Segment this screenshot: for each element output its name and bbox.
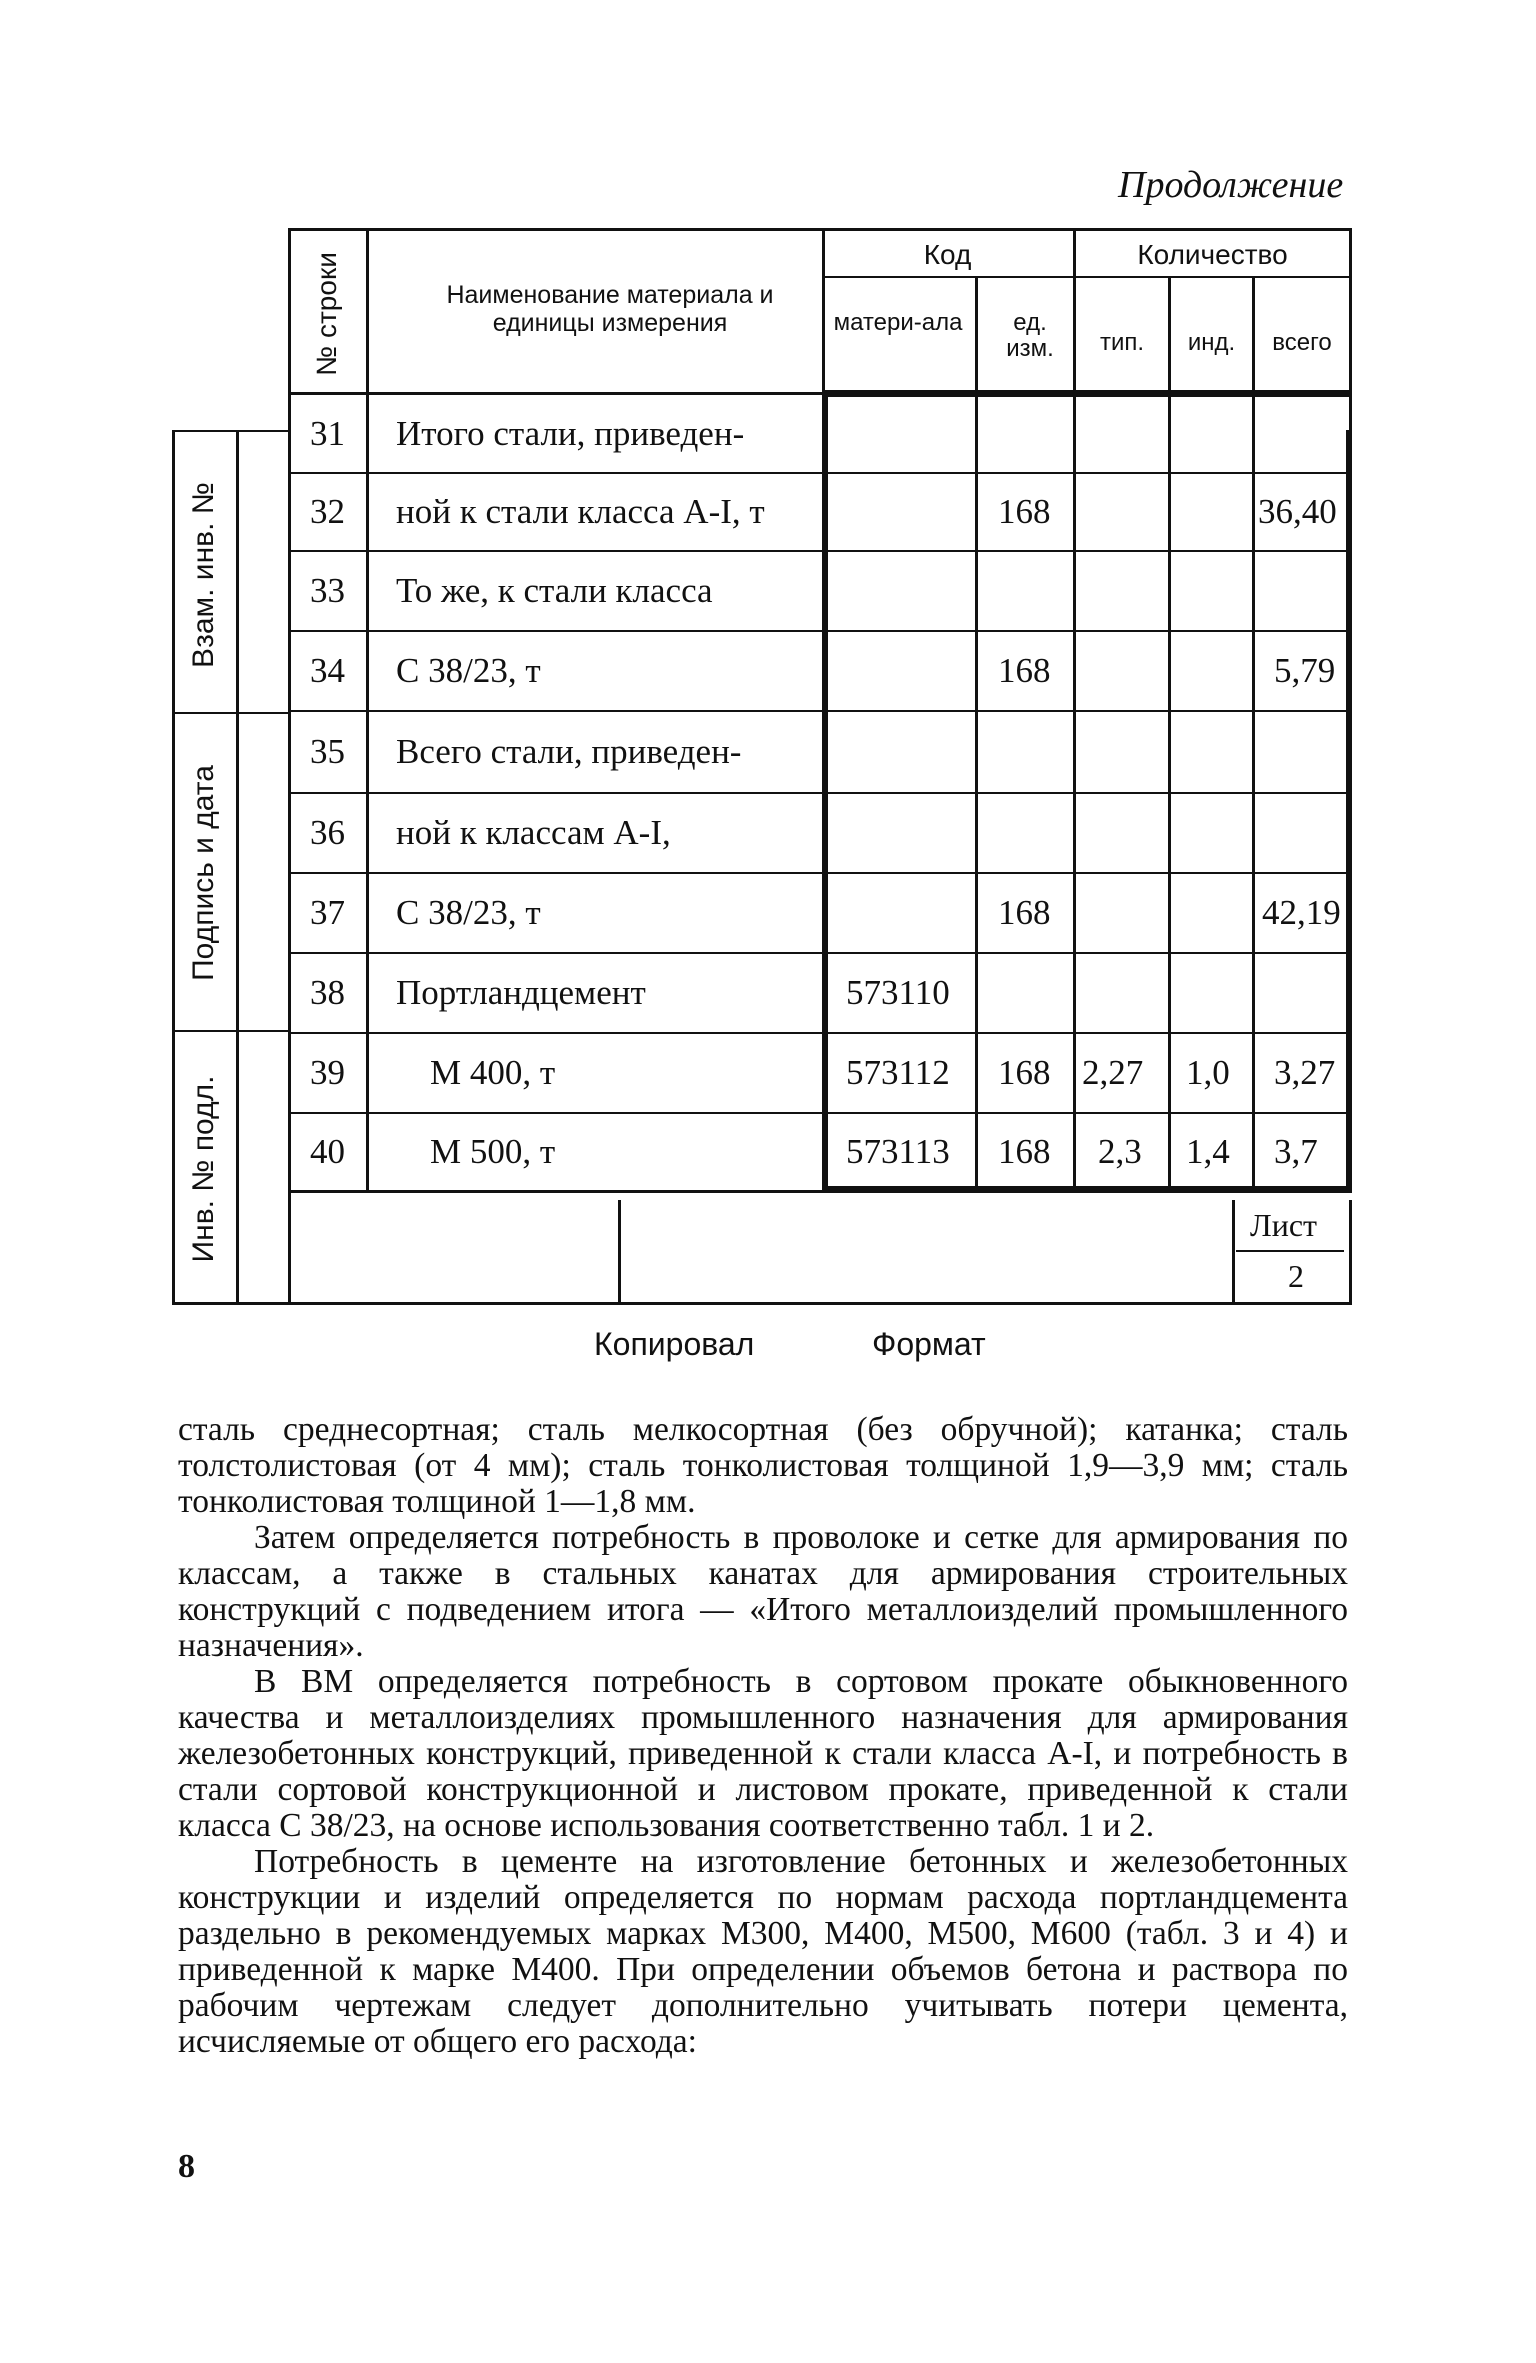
row-no: 33 [310,571,345,610]
row-unit: 168 [998,1053,1051,1092]
row-mat: 573112 [846,1053,950,1092]
header-code: Код [923,239,972,270]
row-name: М 400, т [430,1053,556,1092]
row-ind: 1,4 [1186,1132,1230,1171]
row-name: ной к классам А-I, [396,813,671,852]
row-total: 42,19 [1262,893,1341,932]
row-unit: 168 [998,492,1051,531]
row-no: 34 [310,651,345,690]
side-label-podpis: Подпись и дата [187,765,220,981]
row-no: 38 [310,973,345,1012]
row-no: 39 [310,1053,345,1092]
side-label-zam-inv: Взам. инв. № [187,482,220,668]
row-typ: 2,27 [1082,1053,1144,1092]
row-typ: 2,3 [1098,1132,1142,1171]
header-code-unit: ед. изм. [1006,309,1054,363]
header-q-total: всего [1272,329,1332,356]
row-no: 35 [310,732,345,771]
body-text [178,1412,1348,2060]
row-total: 36,40 [1258,492,1337,531]
row-name: То же, к стали класса [396,571,713,610]
row-no: 37 [310,893,345,932]
row-name: Всего стали, приведен- [396,732,742,771]
row-name: С 38/23, т [396,651,541,690]
page-number: 8 [178,2148,195,2185]
header-row-no: № строки [311,252,342,376]
row-name: С 38/23, т [396,893,541,932]
row-mat: 573110 [846,973,950,1012]
paragraph: сталь среднесортная; сталь мелкосортная (без обручной); катанка; сталь толстолистовая (от 4 мм); сталь тонколистовая толщиной 1,9—3,9 мм; сталь тонколистовая толщиной 1—1,8 мм. [178,1411,1348,1520]
header-quantity: Количество [1137,239,1288,270]
row-unit: 168 [998,893,1051,932]
row-no: 40 [310,1132,345,1171]
row-name: М 500, т [430,1132,556,1171]
row-total: 3,27 [1274,1053,1336,1092]
footer-copied: Копировал [594,1326,755,1362]
row-total: 3,7 [1274,1132,1318,1171]
row-name: Портландцемент [396,973,646,1012]
paragraph: Потребность в цементе на изготовление бетонных и железобетонных конструкции и изделий определяется по нормам расхода портландцемента раздельно в рекомендуемых марках М300, М400, М500, М600 (табл. 3 и 4) и приведенной к марке М400. При определении объемов бетона и раствора по рабочим чертежам следует дополнительно учитывать потери цемента, исчисляемые от общего его расхода: [178,1843,1348,2060]
header-q-ind: инд. [1187,329,1236,356]
side-label-inv-podl: Инв. № подл. [187,1075,220,1263]
row-no: 32 [310,492,345,531]
header-name: Наименование материала и единицы измерения [446,281,774,337]
paragraph: В ВМ определяется потребность в сортовом прокате обыкновенного качества и металлоизделиях промышленного назначения для армирования железобетонных конструкций, приведенной к стали класса А-I, и потребность в стали сортовой конструкционной и листовом прокате, приведенной к стали класса С 38/23, на основе использования соответственно табл. 1 и 2. [178,1663,1348,1844]
sheet-label: Лист [1250,1207,1318,1243]
row-no: 31 [310,413,345,453]
header-code-material: матери-ала [833,309,963,336]
header-q-typ: тип. [1099,329,1145,356]
sheet-number: 2 [1288,1258,1304,1294]
paragraph: Затем определяется потребность в проволоке и сетке для армирования по классам, а также в стальных канатах для армирования строительных конструкций с подведением итога — «Итого металлоизделий промышленного назначения». [178,1519,1348,1664]
row-name: Итого стали, приведен- [396,413,745,453]
footer-format: Формат [872,1326,986,1362]
row-total: 5,79 [1274,651,1336,690]
row-mat: 573113 [846,1132,950,1171]
continuation-label: Продолжение [1118,164,1344,206]
row-name: ной к стали класса А-I, т [396,492,765,531]
row-unit: 168 [998,1132,1051,1171]
row-no: 36 [310,813,345,852]
row-ind: 1,0 [1186,1053,1230,1092]
row-unit: 168 [998,651,1051,690]
